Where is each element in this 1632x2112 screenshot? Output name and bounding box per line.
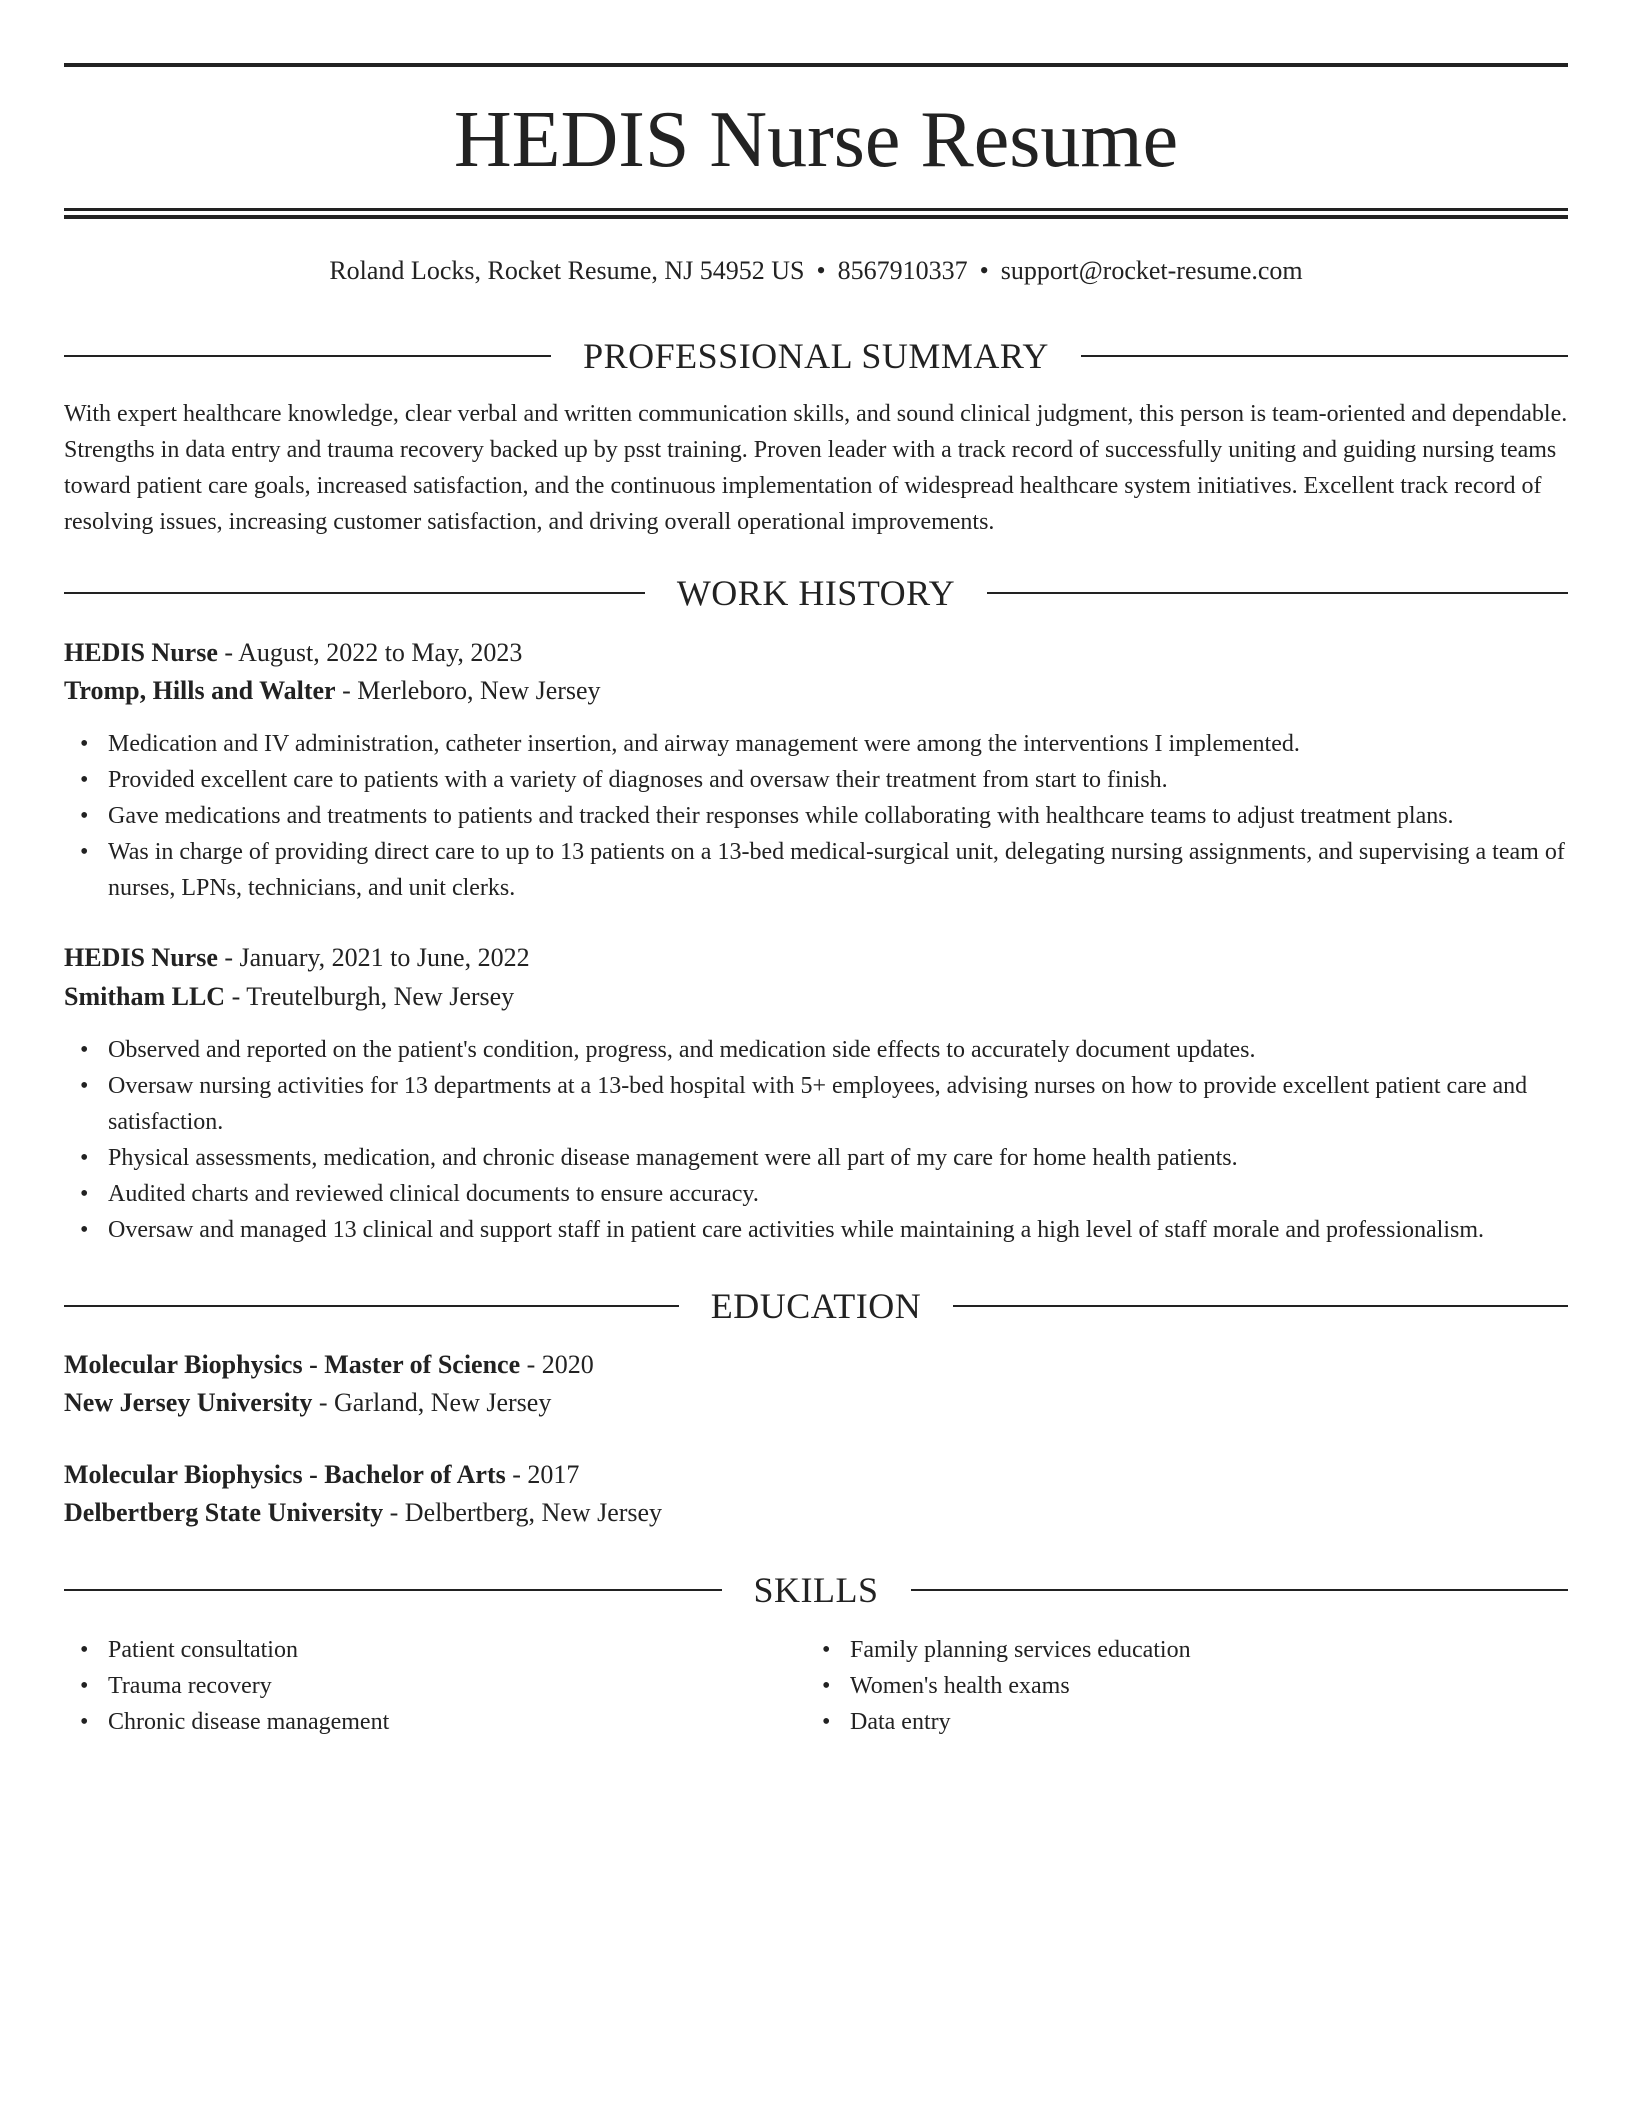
contact-separator: • (979, 256, 989, 285)
list-item: • Audited charts and reviewed clinical documents to ensure accuracy. (108, 1176, 1568, 1212)
degree-name: Molecular Biophysics - Bachelor of Arts (64, 1460, 506, 1489)
list-item: • Physical assessments, medication, and chronic disease management were all part of my care for home health patients. (108, 1140, 1568, 1176)
list-item: • Chronic disease management (108, 1704, 798, 1740)
job-dates: - January, 2021 to June, 2022 (217, 943, 530, 972)
section-rule-left (64, 592, 645, 594)
school-name: Delbertberg State University (64, 1498, 384, 1527)
section-rule-left (64, 1305, 679, 1307)
job-location: - Treutelburgh, New Jersey (225, 982, 515, 1011)
list-item: • Oversaw nursing activities for 13 departments at a 13-bed hospital with 5+ employees, advising nurses on how to provide excellent patient care and satisfaction. (108, 1068, 1568, 1140)
job-company: Tromp, Hills and Walter (64, 676, 336, 705)
job-dates: - August, 2022 to May, 2023 (217, 638, 523, 667)
list-item: • Data entry (850, 1704, 1540, 1740)
contact-separator: • (816, 256, 826, 285)
contact-phone: 8567910337 (837, 256, 968, 285)
list-item: • Medication and IV administration, catheter insertion, and airway management were among the interventions I implemented. (108, 726, 1568, 762)
school-line (64, 1384, 1568, 1422)
section-title: EDUCATION (710, 1286, 922, 1326)
school-location: - Garland, New Jersey (312, 1388, 552, 1417)
list-item: • Provided excellent care to patients with a variety of diagnoses and oversaw their treatment from start to finish. (108, 762, 1568, 798)
job-employer-line (64, 978, 1568, 1016)
job-duties-list (64, 726, 1568, 906)
section-heading-summary (64, 334, 1568, 378)
section-heading-work (64, 571, 1568, 615)
job-location: - Merleboro, New Jersey (335, 676, 601, 705)
job-title: HEDIS Nurse (64, 638, 218, 667)
section-rule-right (911, 1589, 1569, 1591)
school-name: New Jersey University (64, 1388, 313, 1417)
list-item: • Patient consultation (108, 1632, 798, 1668)
header-rule-upper (64, 208, 1568, 211)
degree-line (64, 1346, 1568, 1384)
job-title-line (64, 634, 1568, 672)
school-location: - Delbertberg, New Jersey (383, 1498, 663, 1527)
skills-list-right (806, 1632, 1540, 1740)
list-item: • Trauma recovery (108, 1668, 798, 1704)
list-item: • Observed and reported on the patient's condition, progress, and medication side effects to accurately document updates. (108, 1032, 1568, 1068)
contact-line (64, 254, 1568, 288)
skills-list-left (64, 1632, 798, 1740)
section-title: WORK HISTORY (676, 573, 956, 613)
header-rule-lower (64, 215, 1568, 219)
job-employer-line (64, 672, 1568, 710)
resume-title: HEDIS Nurse Resume (453, 96, 1179, 184)
section-heading-skills (64, 1568, 1568, 1612)
section-rule-left (64, 355, 551, 357)
section-title: PROFESSIONAL SUMMARY (583, 336, 1049, 376)
section-heading-education (64, 1284, 1568, 1328)
section-rule-right (987, 592, 1568, 594)
list-item: • Gave medications and treatments to patients and tracked their responses while collaborating with healthcare teams to adjust treatment plans. (108, 798, 1568, 834)
degree-line (64, 1456, 1568, 1494)
job-company: Smitham LLC (64, 982, 226, 1011)
list-item: • Was in charge of providing direct care to up to 13 patients on a 13-bed medical-surgical unit, delegating nursing assignments, and supervising a team of nurses, LPNs, technicians, and unit clerks. (108, 834, 1568, 906)
degree-year: - 2020 (520, 1350, 594, 1379)
section-rule-right (1081, 355, 1568, 357)
degree-name: Molecular Biophysics - Master of Science (64, 1350, 521, 1379)
section-rule-right (953, 1305, 1568, 1307)
contact-address: Roland Locks, Rocket Resume, NJ 54952 US (329, 256, 805, 285)
list-item: • Family planning services education (850, 1632, 1540, 1668)
job-duties-list (64, 1032, 1568, 1248)
list-item: • Oversaw and managed 13 clinical and support staff in patient care activities while maintaining a high level of staff morale and professionalism. (108, 1212, 1568, 1248)
school-line (64, 1494, 1568, 1532)
summary-text: With expert healthcare knowledge, clear verbal and written communication skills, and sound clinical judgment, this person is team-oriented and dependable. Strengths in data entry and trauma recovery backed up by psst training. Proven leader with a track record of successfully uniting and guiding nursing teams toward patient care goals, increased satisfaction, and the continuous implementation of widespread healthcare system initiatives. Excellent track record of resolving issues, increasing customer satisfaction, and driving overall operational improvements. (64, 401, 1568, 535)
section-title: SKILLS (753, 1570, 879, 1610)
job-title: HEDIS Nurse (64, 943, 218, 972)
contact-email: support@rocket-resume.com (1000, 256, 1303, 285)
header-top-rule (64, 63, 1568, 67)
degree-year: - 2017 (505, 1460, 580, 1489)
section-rule-left (64, 1589, 722, 1591)
list-item: • Women's health exams (850, 1668, 1540, 1704)
job-title-line (64, 939, 1568, 977)
